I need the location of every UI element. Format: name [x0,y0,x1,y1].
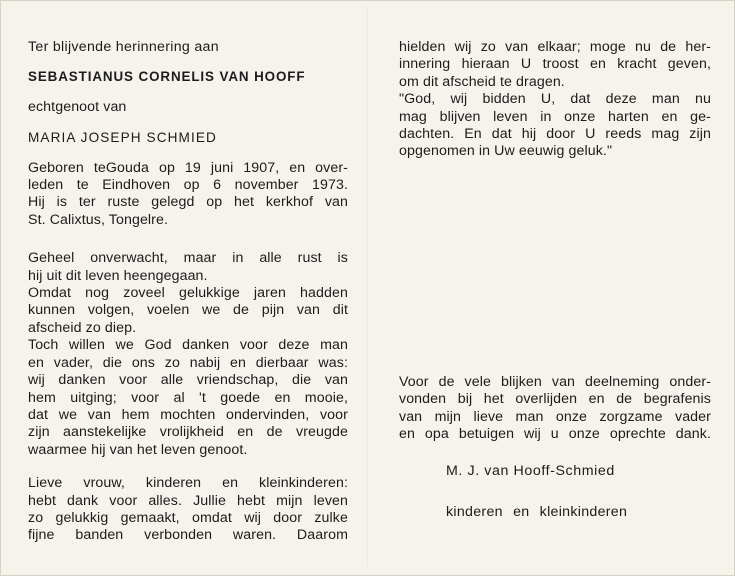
text-line: zijn aanstekelijke vrolijkheid en de vreugde [28,424,348,441]
text-line: wij danken voor alle vriendschap, die van [28,372,348,389]
text-line: Lieve vrouw, kinderen en kleinkinderen: [28,475,348,492]
text-line: hem uitging; voor al 't goede en mooie, [28,389,348,406]
bio-line: St. Calixtus, Tongelre. [28,211,169,228]
text-line: Voor de vele blijken van deelneming onder- [399,374,711,390]
tribute-paragraph [28,250,348,459]
text-line: innering hieraan U troost en kracht geven, [399,56,711,73]
text-line: Toch willen we God danken voor deze man [28,337,348,354]
text-line: en opa betuigen wij u onze oprechte dank. [399,426,711,443]
text-line: dachten. En dat hij door U reeds mag zijn [399,126,711,143]
text-line: "God, wij bidden U, dat deze man nu [399,91,711,108]
thanks-block [399,374,711,444]
card-fold [367,7,368,567]
text-line: vonden bij het overlijden en de begrafenis [399,391,711,408]
text-line: van mijn lieve man onze zorgzame vader [399,408,711,425]
bio-line: Geboren teGouda op 19 juni 1907, en over- [28,159,348,176]
text-line: opgenomen in Uw eeuwig geluk." [399,143,613,160]
text-line: fijne banden verbonden waren. Daarom [28,527,348,544]
family-signature: kinderen en kleinkinderen [446,504,628,520]
text-line: hielden wij zo van elkaar; moge nu de her- [399,39,711,55]
intro-line: Ter blijvende herinnering aan [28,39,219,55]
continuation-paragraph [399,39,711,161]
left-page [28,39,348,545]
right-page [399,39,711,520]
text-line: afscheid zo diep. [28,319,137,336]
text-line: mag blijven leven in onze harten en ge- [399,108,711,125]
family-paragraph [28,475,348,545]
text-line: waarmee hij van het leven genoot. [28,441,248,458]
spouse-intro: echtgenoot van [28,98,127,115]
text-line: kunnen volgen, voelen we de pijn van dit [28,302,348,319]
text-line: hij uit dit leven heengegaan. [28,267,208,284]
bio-line: Hij is ter ruste gelegd op het kerkhof van [28,194,348,211]
bio-line: leden te Eindhoven op 6 november 1973. [28,177,348,194]
text-line: Omdat nog zoveel gelukkige jaren hadden [28,285,348,302]
deceased-name: SEBASTIANUS CORNELIS VAN HOOFF [28,69,306,85]
spouse-name: MARIA JOSEPH SCHMIED [28,130,217,146]
bio-block [28,160,348,230]
text-line: en vader, die ons zo nabij en dierbaar was: [28,354,348,371]
text-line: hebt dank voor alles. Jullie hebt mijn leven [28,492,348,509]
text-line: Geheel onverwacht, maar in alle rust is [28,250,348,267]
text-line: dat we van hem mochten ondervinden, voor [28,406,348,423]
signature: M. J. van Hooff-Schmied [446,463,615,479]
text-line: zo gelukkig gemaakt, omdat wij door zulke [28,509,348,526]
text-line: om dit afscheid te dragen. [399,73,565,90]
